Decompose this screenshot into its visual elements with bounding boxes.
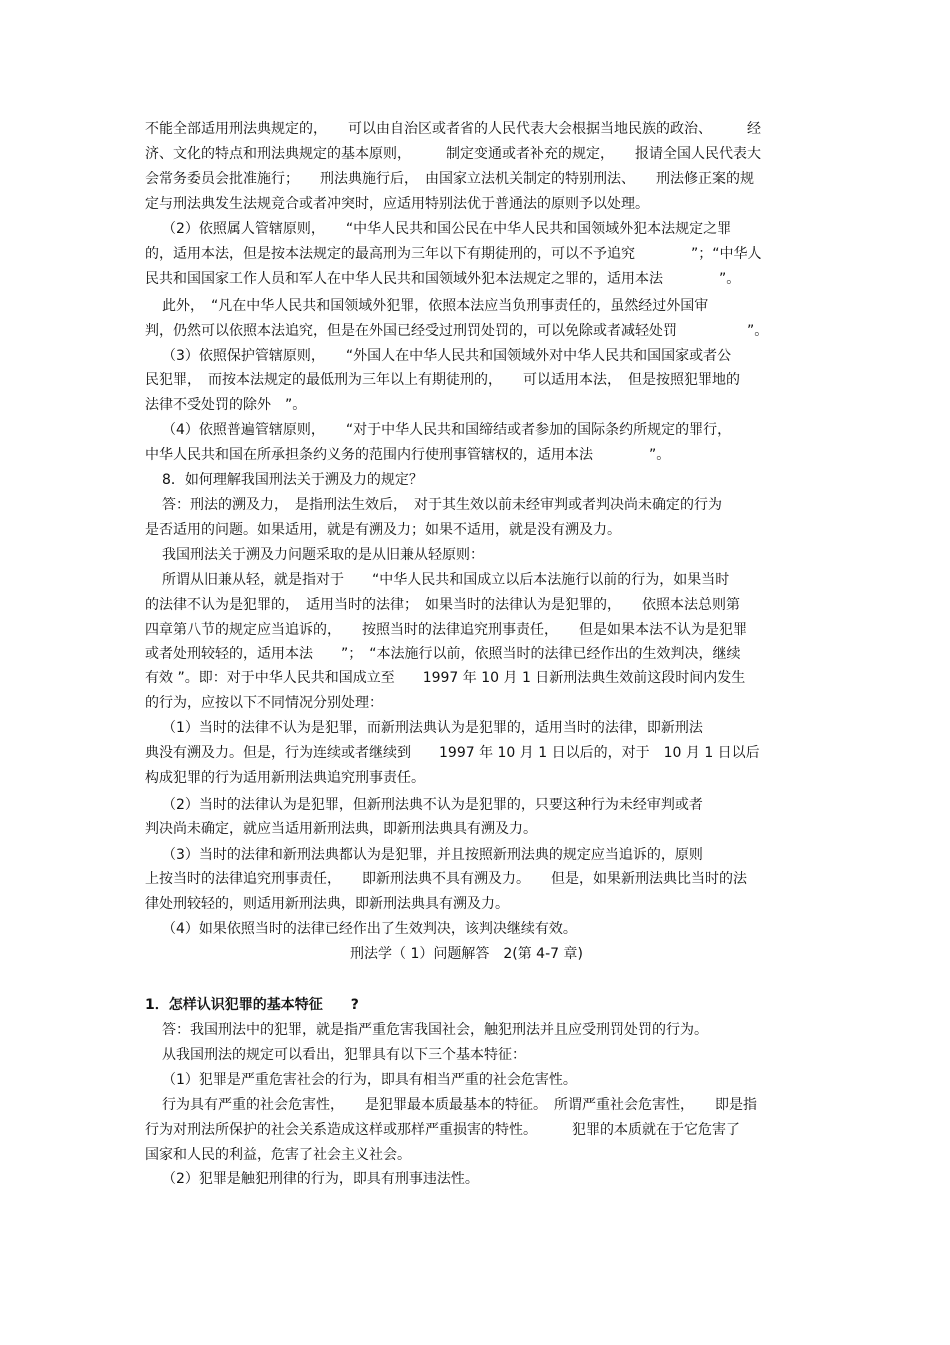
text-line: 或者处刑较轻的，适用本法 ”； “本法施行以前，依照当时的法律已经作出的生效判决，继续 [145, 646, 741, 662]
text-line: （4）如果依照当时的法律已经作出了生效判决，该判决继续有效。 [162, 921, 577, 937]
text-line: 中华人民共和国在所承担条约义务的范围内行使刑事管辖权的，适用本法 ”。 [145, 447, 671, 463]
text-line: 从我国刑法的规定可以看出，犯罪具有以下三个基本特征： [162, 1047, 526, 1063]
text-line: 律处刑较轻的，则适用新刑法典，即新刑法典具有溯及力。 [145, 896, 509, 912]
text-line: （3）依照保护管辖原则， “外国人在中华人民共和国领域外对中华人民共和国国家或者公 [162, 348, 732, 364]
text-line: 民共和国国家工作人员和军人在中华人民共和国领域外犯本法规定之罪的，适用本法 ”。 [145, 271, 741, 287]
text-line: 上按当时的法律追究刑事责任， 即新刑法典不具有溯及力。 但是，如果新刑法典比当时的法 [145, 871, 747, 887]
text-line: 民犯罪， 而按本法规定的最低刑为三年以上有期徒刑的， 可以适用本法， 但是按照犯罪地的 [145, 372, 740, 388]
text-line: （1）犯罪是严重危害社会的行为，即具有相当严重的社会危害性。 [162, 1072, 577, 1088]
text-line: 国家和人民的利益，危害了社会主义社会。 [145, 1147, 411, 1163]
text-line: 答：刑法的溯及力， 是指刑法生效后， 对于其生效以前未经审判或者判决尚未确定的行为 [162, 497, 722, 513]
text-line: 不能全部适用刑法典规定的， 可以由自治区或者省的人民代表大会根据当地民族的政治、 经 [145, 121, 761, 137]
text-line: 我国刑法关于溯及力问题采取的是从旧兼从轻原则： [162, 547, 484, 563]
text-line: 答：我国刑法中的犯罪，就是指严重危害我国社会，触犯刑法并且应受刑罚处罚的行为。 [162, 1022, 708, 1038]
section-title: 刑法学（ 1）问题解答 2(第 4-7 章) [350, 946, 583, 962]
text-line: 的，适用本法，但是按本法规定的最高刑为三年以下有期徒刑的，可以不予追究 ”；“中华人 [145, 246, 762, 262]
text-line: 会常务委员会批准施行； 刑法典施行后， 由国家立法机关制定的特别刑法、 刑法修正案的规 [145, 171, 754, 187]
text-line: 的行为，应按以下不同情况分别处理： [145, 695, 383, 711]
text-line: 法律不受处罚的除外 ”。 [145, 397, 307, 413]
text-line: 判决尚未确定，就应当适用新刑法典，即新刑法典具有溯及力。 [145, 821, 537, 837]
text-line: 此外， “凡在中华人民共和国领域外犯罪，依照本法应当负刑事责任的，虽然经过外国审 [162, 298, 709, 314]
text-line: 定与刑法典发生法规竞合或者冲突时，应适用特别法优于普通法的原则予以处理。 [145, 196, 649, 212]
text-line: （1）当时的法律不认为是犯罪，而新刑法典认为是犯罪的，适用当时的法律，即新刑法 [162, 720, 703, 736]
text-line: （2）犯罪是触犯刑律的行为，即具有刑事违法性。 [162, 1171, 479, 1187]
text-line: 判，仍然可以依照本法追究，但是在外国已经受过刑罚处罚的，可以免除或者减轻处罚 ”。 [145, 323, 769, 339]
text-line: （2）依照属人管辖原则， “中华人民共和国公民在中华人民共和国领域外犯本法规定之罪 [162, 221, 732, 237]
text-line: 构成犯罪的行为适用新刑法典追究刑事责任。 [145, 770, 425, 786]
text-line: 有效 ”。即：对于中华人民共和国成立至 1997 年 10 月 1 日新刑法典生效前这段时间内发生 [145, 670, 746, 686]
text-line: 行为具有严重的社会危害性， 是犯罪最本质最基本的特征。 所谓严重社会危害性， 即是指 [162, 1097, 757, 1113]
text-line: 四章第八节的规定应当追诉的， 按照当时的法律追究刑事责任， 但是如果本法不认为是犯罪 [145, 622, 747, 638]
text-line: （2）当时的法律认为是犯罪，但新刑法典不认为是犯罪的，只要这种行为未经审判或者 [162, 797, 703, 813]
question-heading: 8．如何理解我国刑法关于溯及力的规定？ [162, 472, 423, 488]
text-line: 是否适用的问题。如果适用，就是有溯及力；如果不适用，就是没有溯及力。 [145, 522, 621, 538]
text-line: 的法律不认为是犯罪的， 适用当时的法律； 如果当时的法律认为是犯罪的， 依照本法总则第 [145, 597, 740, 613]
question-heading: 1．怎样认识犯罪的基本特征 ? [145, 997, 359, 1013]
text-line: 行为对刑法所保护的社会关系造成这样或那样严重损害的特性。 犯罪的本质就在于它危害了 [145, 1122, 740, 1138]
text-line: 所谓从旧兼从轻，就是指对于 “中华人民共和国成立以后本法施行以前的行为，如果当时 [162, 572, 730, 588]
text-line: （3）当时的法律和新刑法典都认为是犯罪，并且按照新刑法典的规定应当追诉的，原则 [162, 847, 703, 863]
text-line: 济、文化的特点和刑法典规定的基本原则， 制定变通或者补充的规定， 报请全国人民代表大 [145, 146, 761, 162]
text-line: （4）依照普遍管辖原则， “对于中华人民共和国缔结或者参加的国际条约所规定的罪行， [162, 422, 732, 438]
text-line: 典没有溯及力。但是，行为连续或者继续到 1997 年 10 月 1 日以后的，对于 10 月 1 日以后 [145, 745, 760, 761]
